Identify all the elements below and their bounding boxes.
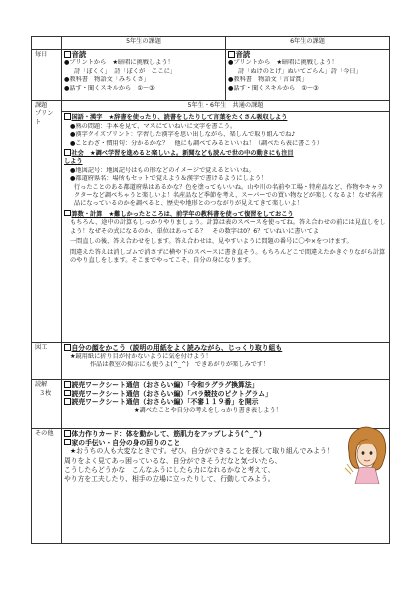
other-item: こうしたらどうかな こんなふうにしたら力になれるかなと考えて、 bbox=[64, 466, 275, 475]
social-heading: 社会 ★調べ学習を進めると楽しいよ。新聞なども読んで世の中の動きにも注目 bbox=[71, 150, 294, 158]
checkbox-icon bbox=[64, 344, 71, 351]
g6-ondoku: 音読 bbox=[235, 50, 251, 59]
checkbox-icon bbox=[64, 113, 71, 120]
art-heading: 自分の顔をかこう（説明の用紙をよく読みながら、じっくり取り組も bbox=[71, 344, 283, 353]
kanji-item: ●漢字クイズプリント：学習した漢字を思い出しながら、楽しんで取り組んでね♪ bbox=[70, 131, 296, 139]
checkbox-icon bbox=[64, 381, 71, 388]
checkbox-icon bbox=[64, 51, 71, 58]
math-item: もちろん、途中の計算もしっかりやりましょう。計算は表のスペースを使ってね。答え合わせの前には見直しをしよう！なぜその式になるのか、単位はあってる？ その数字は0？6？ていねいに書いてよ bbox=[70, 219, 386, 235]
daily-label: 毎日 bbox=[32, 50, 62, 101]
math-item: 間違えた答えは消しゴムで消さずに横や下のスペースに書き直そう。もちろんどこで間違えたかきぐりながら計算のやり直しをします。そこまでやってこそ、自分の身になります。 bbox=[70, 248, 386, 264]
header-blank bbox=[32, 37, 62, 50]
g6-print: ●プリントから ★暗唱に挑戦しよう！ bbox=[228, 59, 338, 67]
g5-ondoku: 音読 bbox=[71, 50, 87, 59]
social-item: ●都道府県名：場所もセットで覚えよう＆漢字で書けるようにしよう！ bbox=[70, 175, 268, 183]
reading-label: 読解 bbox=[35, 381, 48, 389]
common-title-row bbox=[32, 101, 390, 112]
art-cell bbox=[62, 343, 390, 380]
g6-skill: ●話す・聞くスキルから ①〜③ bbox=[228, 84, 319, 92]
common-label: 課題 プリント bbox=[32, 101, 62, 343]
common-row bbox=[32, 112, 390, 343]
checkbox-icon bbox=[64, 149, 71, 156]
art-item: 作品は教室の掲示にも使うよ(^_^) できあがりが楽しみです！ bbox=[90, 361, 270, 369]
math-item: 一問直しの後、答え合わせをします。答え合わせは、見やすいように問題の番号に〇や×をつけます。 bbox=[70, 238, 353, 246]
other-item: 体力作りカード：体を動かして、筋肌力をアップしよう(^_^) bbox=[71, 430, 262, 439]
math-heading: 算数・計算 ★難しかったところは、前学年の教科書を使って復習をしておこう bbox=[71, 210, 294, 218]
reading-item: 読売ワークシート通信（おさらい編）「パラ競技のピクトグラム」 bbox=[71, 389, 272, 398]
checkbox-icon bbox=[64, 210, 71, 217]
kanji-heading: 国語・漢字 ★辞書を使ったり、読書をしたりして言葉をたくさん吸収しよう bbox=[71, 114, 288, 122]
daily-grade6-cell bbox=[226, 50, 390, 101]
g5-poems: 詩「ぼくく」 詩「ぼくが ここに」 bbox=[74, 67, 177, 75]
g5-textbook: ●教科書 物語文「みちくさ」 bbox=[64, 76, 150, 84]
social-item: ●地図記号：地図記号はもの形などのイメージで覚えるといいね。 bbox=[70, 166, 255, 174]
kanji-item: ●ことわざ・慣用句：分かるかな？ 他にも調べてみるといいね！（調べたら表に書こう） bbox=[70, 139, 323, 147]
reading-row bbox=[32, 380, 390, 429]
assignment-table bbox=[31, 36, 390, 544]
other-label: その他 bbox=[32, 429, 62, 544]
other-item: 周りをよく見てあっ困っているな、自分ができそうだなと気づいたら、 bbox=[64, 456, 282, 465]
girl-illustration-icon bbox=[341, 422, 391, 484]
kanji-item: ●熟の問題：手本を見て、マスにていねいに文字を書こう。 bbox=[70, 122, 237, 130]
g5-print: ●プリントから ★暗唱に挑戦しよう！ bbox=[64, 59, 174, 67]
header-grade6: 6年生の課題 bbox=[226, 37, 390, 50]
social-heading-cont: しよう bbox=[64, 158, 83, 166]
reading-count: ３枚 bbox=[39, 389, 52, 397]
checkbox-icon bbox=[64, 430, 71, 437]
art-item: ★鏡用紙に折り目が付かないように気を付けよう！ bbox=[70, 352, 212, 360]
other-row bbox=[32, 429, 390, 544]
reading-item: 読売ワークシート通信（おさらい編）「不審１１９番」を開示 bbox=[71, 398, 259, 407]
g6-poems: 詩「ぬけのとげ」ぬいてごらん」詩「今日」 bbox=[238, 67, 362, 75]
art-row bbox=[32, 343, 390, 380]
social-item: 行ったことのある都道府県はあるかな？色を塗ってもいいね。山や川の名前や工場・特産品など、作物やキャラクターなど調べちゃうと楽しいよ！名産品など季節を考え、スーパーでの買い物などが楽しくなるよ！なぜ名産品になっているのかを調べると、歴史や地形とのつながりが見えてきて楽しいよ！ bbox=[74, 183, 384, 208]
checkbox-icon bbox=[64, 398, 71, 405]
header-row bbox=[32, 37, 390, 50]
daily-row bbox=[32, 50, 390, 101]
other-item: 家の手伝い・自分の身の回りのこと bbox=[71, 438, 181, 447]
common-cell bbox=[62, 112, 390, 343]
reading-note: ★調べたことや自分の考えをしっかり書き表しよう！ bbox=[134, 406, 282, 414]
g6-textbook: ●教科書 物語文「言冒賞」 bbox=[228, 76, 308, 84]
g5-skill: ●話す・聞くスキルから ①〜③ bbox=[64, 84, 155, 92]
checkbox-icon bbox=[64, 390, 71, 397]
reading-label-cell bbox=[32, 380, 62, 429]
checkbox-icon bbox=[64, 439, 71, 446]
checkbox-icon bbox=[228, 51, 235, 58]
header-grade5: 5年生の課題 bbox=[62, 37, 226, 50]
reading-item: 読売ワークシート通信（おさらい編）「令和ラグラグ換算法」 bbox=[71, 381, 259, 390]
other-item: やり方を工夫したり、相手の立場に立ったりして、行動してみよう。 bbox=[64, 475, 275, 484]
daily-grade5-cell bbox=[62, 50, 226, 101]
other-item: ★おうちの人も大変なときです。ぜひ、自分ができることを探して取り組んでみよう！ bbox=[70, 447, 334, 456]
art-label: 図工 bbox=[32, 343, 62, 380]
common-title: 5年生・6年生 共通の課題 bbox=[62, 101, 390, 112]
